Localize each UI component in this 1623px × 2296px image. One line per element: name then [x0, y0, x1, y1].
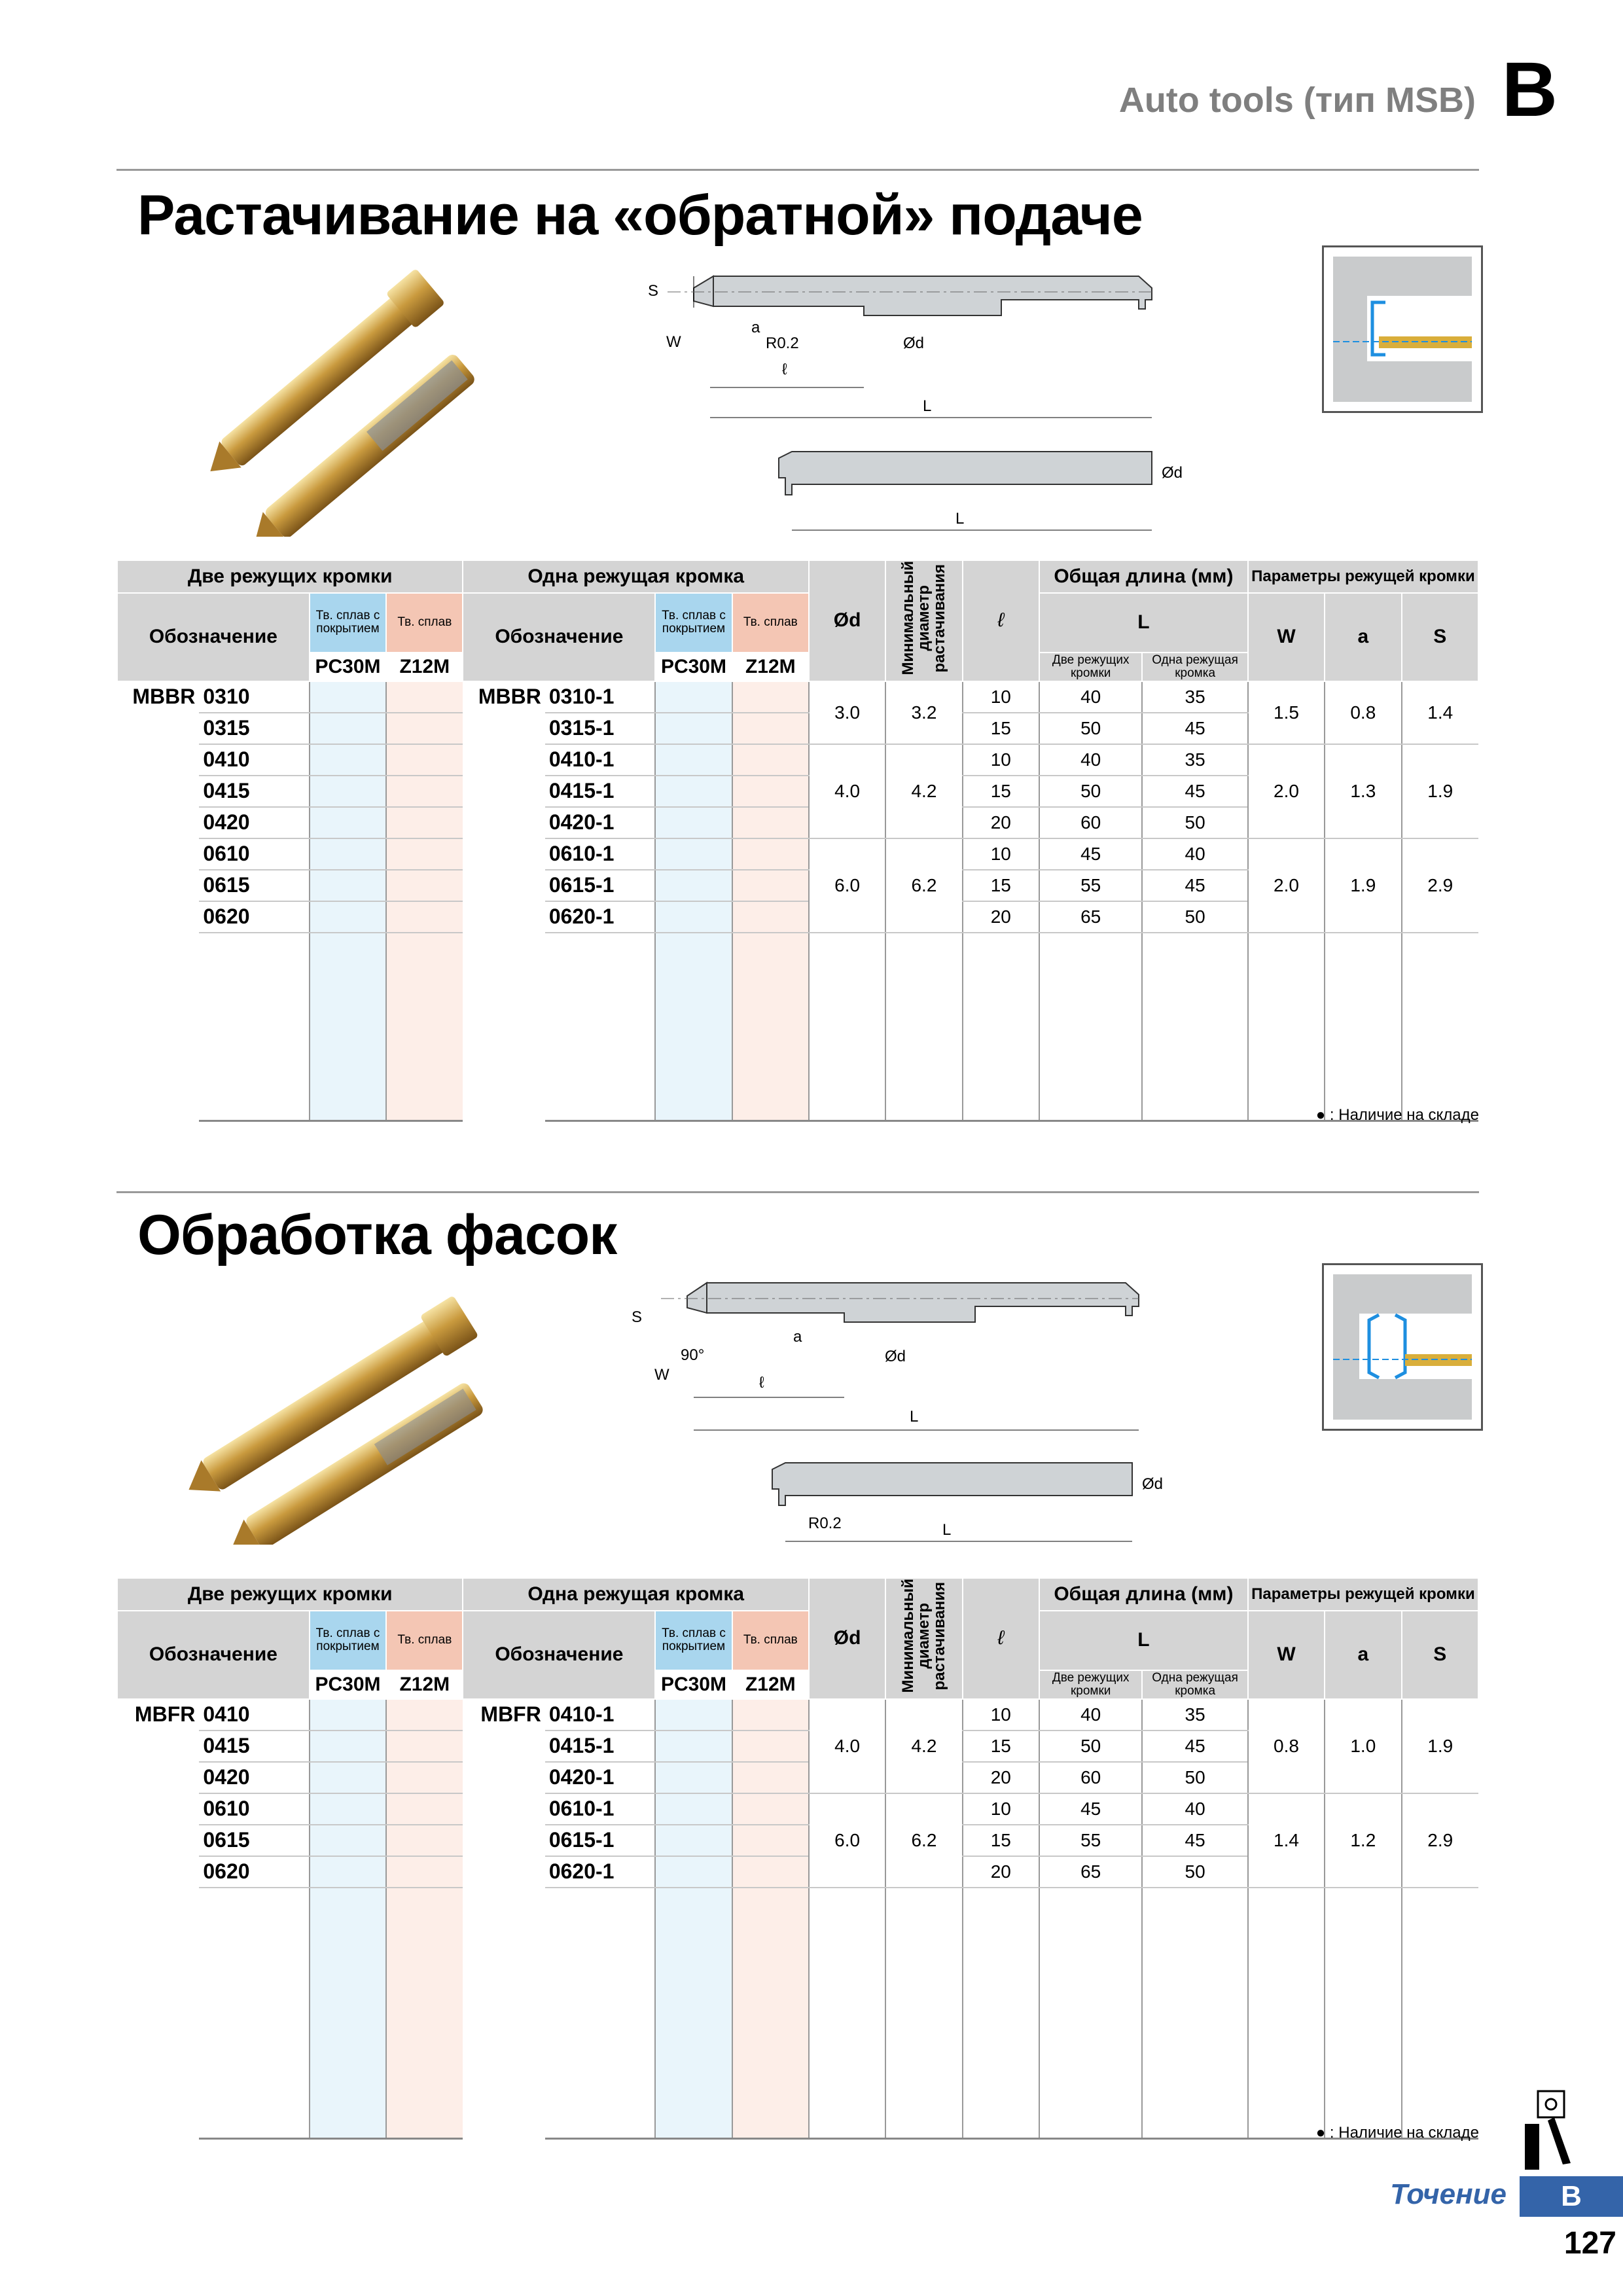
code-two: 0315 — [199, 713, 309, 744]
header-carbide: Тв. сплав — [386, 1611, 463, 1670]
header-two-edges: Две режущих кромки — [117, 560, 463, 593]
svg-text:Ød: Ød — [1142, 1475, 1164, 1493]
header-coated: Тв. сплав с покрытием — [655, 1611, 732, 1670]
w-value: 0.8 — [1248, 1699, 1325, 1793]
code-two: 0615 — [199, 870, 309, 901]
header-one-edge: Одна режущая кромка — [463, 1578, 808, 1611]
s-value: 1.4 — [1402, 681, 1479, 744]
L-two-value: 45 — [1039, 838, 1142, 870]
a-value: 1.9 — [1325, 838, 1401, 933]
ell-value: 10 — [963, 681, 1039, 713]
svg-text:S: S — [632, 1308, 643, 1326]
L-two-value: 65 — [1039, 1856, 1142, 1888]
ell-value: 15 — [963, 1731, 1039, 1762]
grade-z12m: Z12M — [732, 653, 809, 681]
header-L-two: Две режущих кромки — [1039, 653, 1142, 681]
ell-value: 10 — [963, 1793, 1039, 1825]
L-one-value: 35 — [1142, 744, 1247, 776]
grade-pc30m: PC30M — [655, 1670, 732, 1699]
L-one-value: 45 — [1142, 870, 1247, 901]
header-one-edge: Одна режущая кромка — [463, 560, 808, 593]
code-two: 0310 — [199, 681, 309, 713]
header-min-bore: Минимальный диаметр растачивания — [885, 560, 962, 681]
grade-pc30m: PC30M — [655, 653, 732, 681]
min-bore-value: 4.2 — [885, 1699, 962, 1793]
code-one: 0420-1 — [545, 1762, 655, 1793]
L-two-value: 40 — [1039, 681, 1142, 713]
ell-value: 20 — [963, 1762, 1039, 1793]
header-a: a — [1325, 1611, 1401, 1699]
footer-section-word: Точение — [1390, 2178, 1507, 2210]
code-one: 0420-1 — [545, 807, 655, 838]
min-bore-value: 6.2 — [885, 1793, 962, 1888]
svg-text:L: L — [942, 1521, 952, 1539]
od-value: 4.0 — [809, 744, 885, 838]
svg-text:L: L — [955, 510, 965, 528]
page-number: 127 — [1563, 2226, 1616, 2261]
svg-text:ℓ: ℓ — [782, 361, 787, 378]
a-value: 1.3 — [1325, 744, 1401, 838]
L-two-value: 40 — [1039, 1699, 1142, 1731]
code-one: 0620-1 — [545, 901, 655, 933]
code-prefix: MBBR — [478, 684, 541, 708]
L-two-value: 50 — [1039, 776, 1142, 807]
L-two-value: 50 — [1039, 1731, 1142, 1762]
L-two-value: 65 — [1039, 901, 1142, 933]
svg-text:a: a — [751, 319, 760, 336]
header-coated: Тв. сплав с покрытием — [655, 593, 732, 653]
section-rule — [116, 1191, 1479, 1193]
tool-photo-boring — [190, 268, 530, 537]
grade-z12m: Z12M — [386, 653, 463, 681]
code-one: 0310-1 — [545, 681, 655, 713]
code-two: 0420 — [199, 807, 309, 838]
table-row — [117, 838, 1478, 870]
header-title: Auto tools (тип MSB) — [1118, 81, 1476, 120]
od-value: 6.0 — [809, 1793, 885, 1888]
svg-text:W: W — [666, 333, 681, 351]
min-bore-value: 3.2 — [885, 681, 962, 744]
dimension-drawing-chamfer — [622, 1270, 1198, 1558]
tool-photo-chamfer — [170, 1283, 524, 1545]
ell-value: 20 — [963, 807, 1039, 838]
code-one: 0415-1 — [545, 1731, 655, 1762]
L-one-value: 35 — [1142, 1699, 1247, 1731]
min-bore-value: 6.2 — [885, 838, 962, 933]
code-two: 0615 — [199, 1825, 309, 1856]
grade-pc30m: PC30M — [310, 653, 386, 681]
ell-value: 20 — [963, 901, 1039, 933]
a-value: 0.8 — [1325, 681, 1401, 744]
L-two-value: 60 — [1039, 1762, 1142, 1793]
code-one: 0410-1 — [545, 744, 655, 776]
L-two-value: 55 — [1039, 870, 1142, 901]
ell-value: 10 — [963, 744, 1039, 776]
stock-legend: ● : Наличие на складе — [1315, 1106, 1479, 1124]
svg-text:L: L — [910, 1408, 919, 1426]
ell-value: 15 — [963, 1825, 1039, 1856]
table-row-empty — [117, 933, 1478, 1121]
ell-value: 15 — [963, 713, 1039, 744]
code-two: 0410 — [199, 744, 309, 776]
L-two-value: 45 — [1039, 1793, 1142, 1825]
svg-text:L: L — [923, 397, 932, 415]
section-title-boring: Растачивание на «обратной» подаче — [137, 184, 1143, 247]
header-min-bore: Минимальный диаметр растачивания — [885, 1578, 962, 1699]
svg-text:S: S — [648, 282, 659, 300]
od-value: 3.0 — [809, 681, 885, 744]
header-S: S — [1402, 1611, 1479, 1699]
table-row — [117, 1699, 1478, 1731]
L-one-value: 40 — [1142, 838, 1247, 870]
header-W: W — [1248, 1611, 1325, 1699]
w-value: 1.4 — [1248, 1793, 1325, 1888]
header-od: Ød — [809, 560, 885, 681]
header-coated: Тв. сплав с покрытием — [310, 1611, 386, 1670]
od-value: 6.0 — [809, 838, 885, 933]
section-letter: B — [1501, 46, 1558, 133]
a-value: 1.2 — [1325, 1793, 1401, 1888]
L-one-value: 35 — [1142, 681, 1247, 713]
ell-value: 15 — [963, 776, 1039, 807]
header-designation: Обозначение — [117, 593, 310, 681]
table-row — [117, 681, 1478, 713]
svg-text:R0.2: R0.2 — [766, 334, 799, 352]
header-L: L — [1039, 593, 1248, 653]
operation-schematic-boring — [1322, 245, 1483, 413]
header-edge-params: Параметры режущей кромки — [1248, 560, 1478, 593]
header-a: a — [1325, 593, 1401, 681]
ell-value: 10 — [963, 838, 1039, 870]
header-S: S — [1402, 593, 1479, 681]
od-value: 4.0 — [809, 1699, 885, 1793]
grade-pc30m: PC30M — [310, 1670, 386, 1699]
L-one-value: 50 — [1142, 807, 1247, 838]
code-two: 0620 — [199, 901, 309, 933]
operation-schematic-chamfer — [1322, 1263, 1483, 1431]
header-carbide: Тв. сплав — [386, 593, 463, 653]
L-one-value: 45 — [1142, 1731, 1247, 1762]
svg-text:a: a — [793, 1328, 802, 1346]
code-prefix: MBFR — [134, 1702, 196, 1726]
L-one-value: 50 — [1142, 1856, 1247, 1888]
L-two-value: 60 — [1039, 807, 1142, 838]
spec-table-chamfer — [116, 1577, 1479, 2140]
code-two: 0620 — [199, 1856, 309, 1888]
code-one: 0615-1 — [545, 870, 655, 901]
code-two: 0610 — [199, 1793, 309, 1825]
footer-section-tab[interactable]: B — [1520, 2176, 1623, 2217]
header-L-one: Одна режущая кромка — [1142, 1670, 1247, 1699]
header-designation: Обозначение — [463, 1611, 655, 1699]
L-two-value: 55 — [1039, 1825, 1142, 1856]
L-two-value: 40 — [1039, 744, 1142, 776]
code-one: 0615-1 — [545, 1825, 655, 1856]
L-one-value: 45 — [1142, 776, 1247, 807]
stock-legend: ● : Наличие на складе — [1315, 2124, 1479, 2142]
svg-text:90°: 90° — [681, 1346, 705, 1364]
turning-icon — [1525, 2085, 1584, 2170]
s-value: 1.9 — [1402, 1699, 1479, 1793]
code-one: 0315-1 — [545, 713, 655, 744]
header-total-length: Общая длина (мм) — [1039, 1578, 1248, 1611]
ell-value: 15 — [963, 870, 1039, 901]
L-one-value: 45 — [1142, 1825, 1247, 1856]
table-row-empty — [117, 1888, 1478, 2139]
L-one-value: 40 — [1142, 1793, 1247, 1825]
code-one: 0415-1 — [545, 776, 655, 807]
s-value: 2.9 — [1402, 1793, 1479, 1888]
s-value: 2.9 — [1402, 838, 1479, 933]
section-title-chamfer: Обработка фасок — [137, 1204, 617, 1266]
dimension-drawing-boring — [628, 262, 1204, 543]
header-carbide: Тв. сплав — [732, 1611, 809, 1670]
code-one: 0410-1 — [545, 1699, 655, 1731]
L-one-value: 50 — [1142, 1762, 1247, 1793]
code-one: 0610-1 — [545, 1793, 655, 1825]
header-L-one: Одна режущая кромка — [1142, 653, 1247, 681]
svg-text:Ød: Ød — [885, 1348, 906, 1365]
header-two-edges: Две режущих кромки — [117, 1578, 463, 1611]
header-carbide: Тв. сплав — [732, 593, 809, 653]
code-one: 0620-1 — [545, 1856, 655, 1888]
code-two: 0415 — [199, 776, 309, 807]
ell-value: 20 — [963, 1856, 1039, 1888]
grade-z12m: Z12M — [386, 1670, 463, 1699]
s-value: 1.9 — [1402, 744, 1479, 838]
header-ell: ℓ — [963, 1578, 1039, 1699]
svg-text:R0.2: R0.2 — [808, 1515, 842, 1532]
w-value: 2.0 — [1248, 838, 1325, 933]
code-prefix: MBBR — [132, 684, 196, 708]
header-L: L — [1039, 1611, 1248, 1670]
svg-text:ℓ: ℓ — [759, 1374, 764, 1391]
header-W: W — [1248, 593, 1325, 681]
code-one: 0610-1 — [545, 838, 655, 870]
min-bore-value: 4.2 — [885, 744, 962, 838]
svg-text:Ød: Ød — [1162, 464, 1183, 482]
header-coated: Тв. сплав с покрытием — [310, 593, 386, 653]
a-value: 1.0 — [1325, 1699, 1401, 1793]
code-prefix: MBFR — [480, 1702, 541, 1726]
header-designation: Обозначение — [117, 1611, 310, 1699]
svg-text:W: W — [654, 1366, 669, 1384]
header-od: Ød — [809, 1578, 885, 1699]
svg-text:Ød: Ød — [903, 334, 925, 352]
table-row — [117, 744, 1478, 776]
header-total-length: Общая длина (мм) — [1039, 560, 1248, 593]
code-two: 0410 — [199, 1699, 309, 1731]
w-value: 1.5 — [1248, 681, 1325, 744]
w-value: 2.0 — [1248, 744, 1325, 838]
header-rule — [116, 169, 1479, 171]
header-L-two: Две режущих кромки — [1039, 1670, 1142, 1699]
header-edge-params: Параметры режущей кромки — [1248, 1578, 1478, 1611]
grade-z12m: Z12M — [732, 1670, 809, 1699]
code-two: 0610 — [199, 838, 309, 870]
L-one-value: 45 — [1142, 713, 1247, 744]
table-row — [117, 1793, 1478, 1825]
L-one-value: 50 — [1142, 901, 1247, 933]
code-two: 0420 — [199, 1762, 309, 1793]
header-designation: Обозначение — [463, 593, 655, 681]
L-two-value: 50 — [1039, 713, 1142, 744]
spec-table-boring — [116, 560, 1479, 1122]
ell-value: 10 — [963, 1699, 1039, 1731]
code-two: 0415 — [199, 1731, 309, 1762]
header-ell: ℓ — [963, 560, 1039, 681]
